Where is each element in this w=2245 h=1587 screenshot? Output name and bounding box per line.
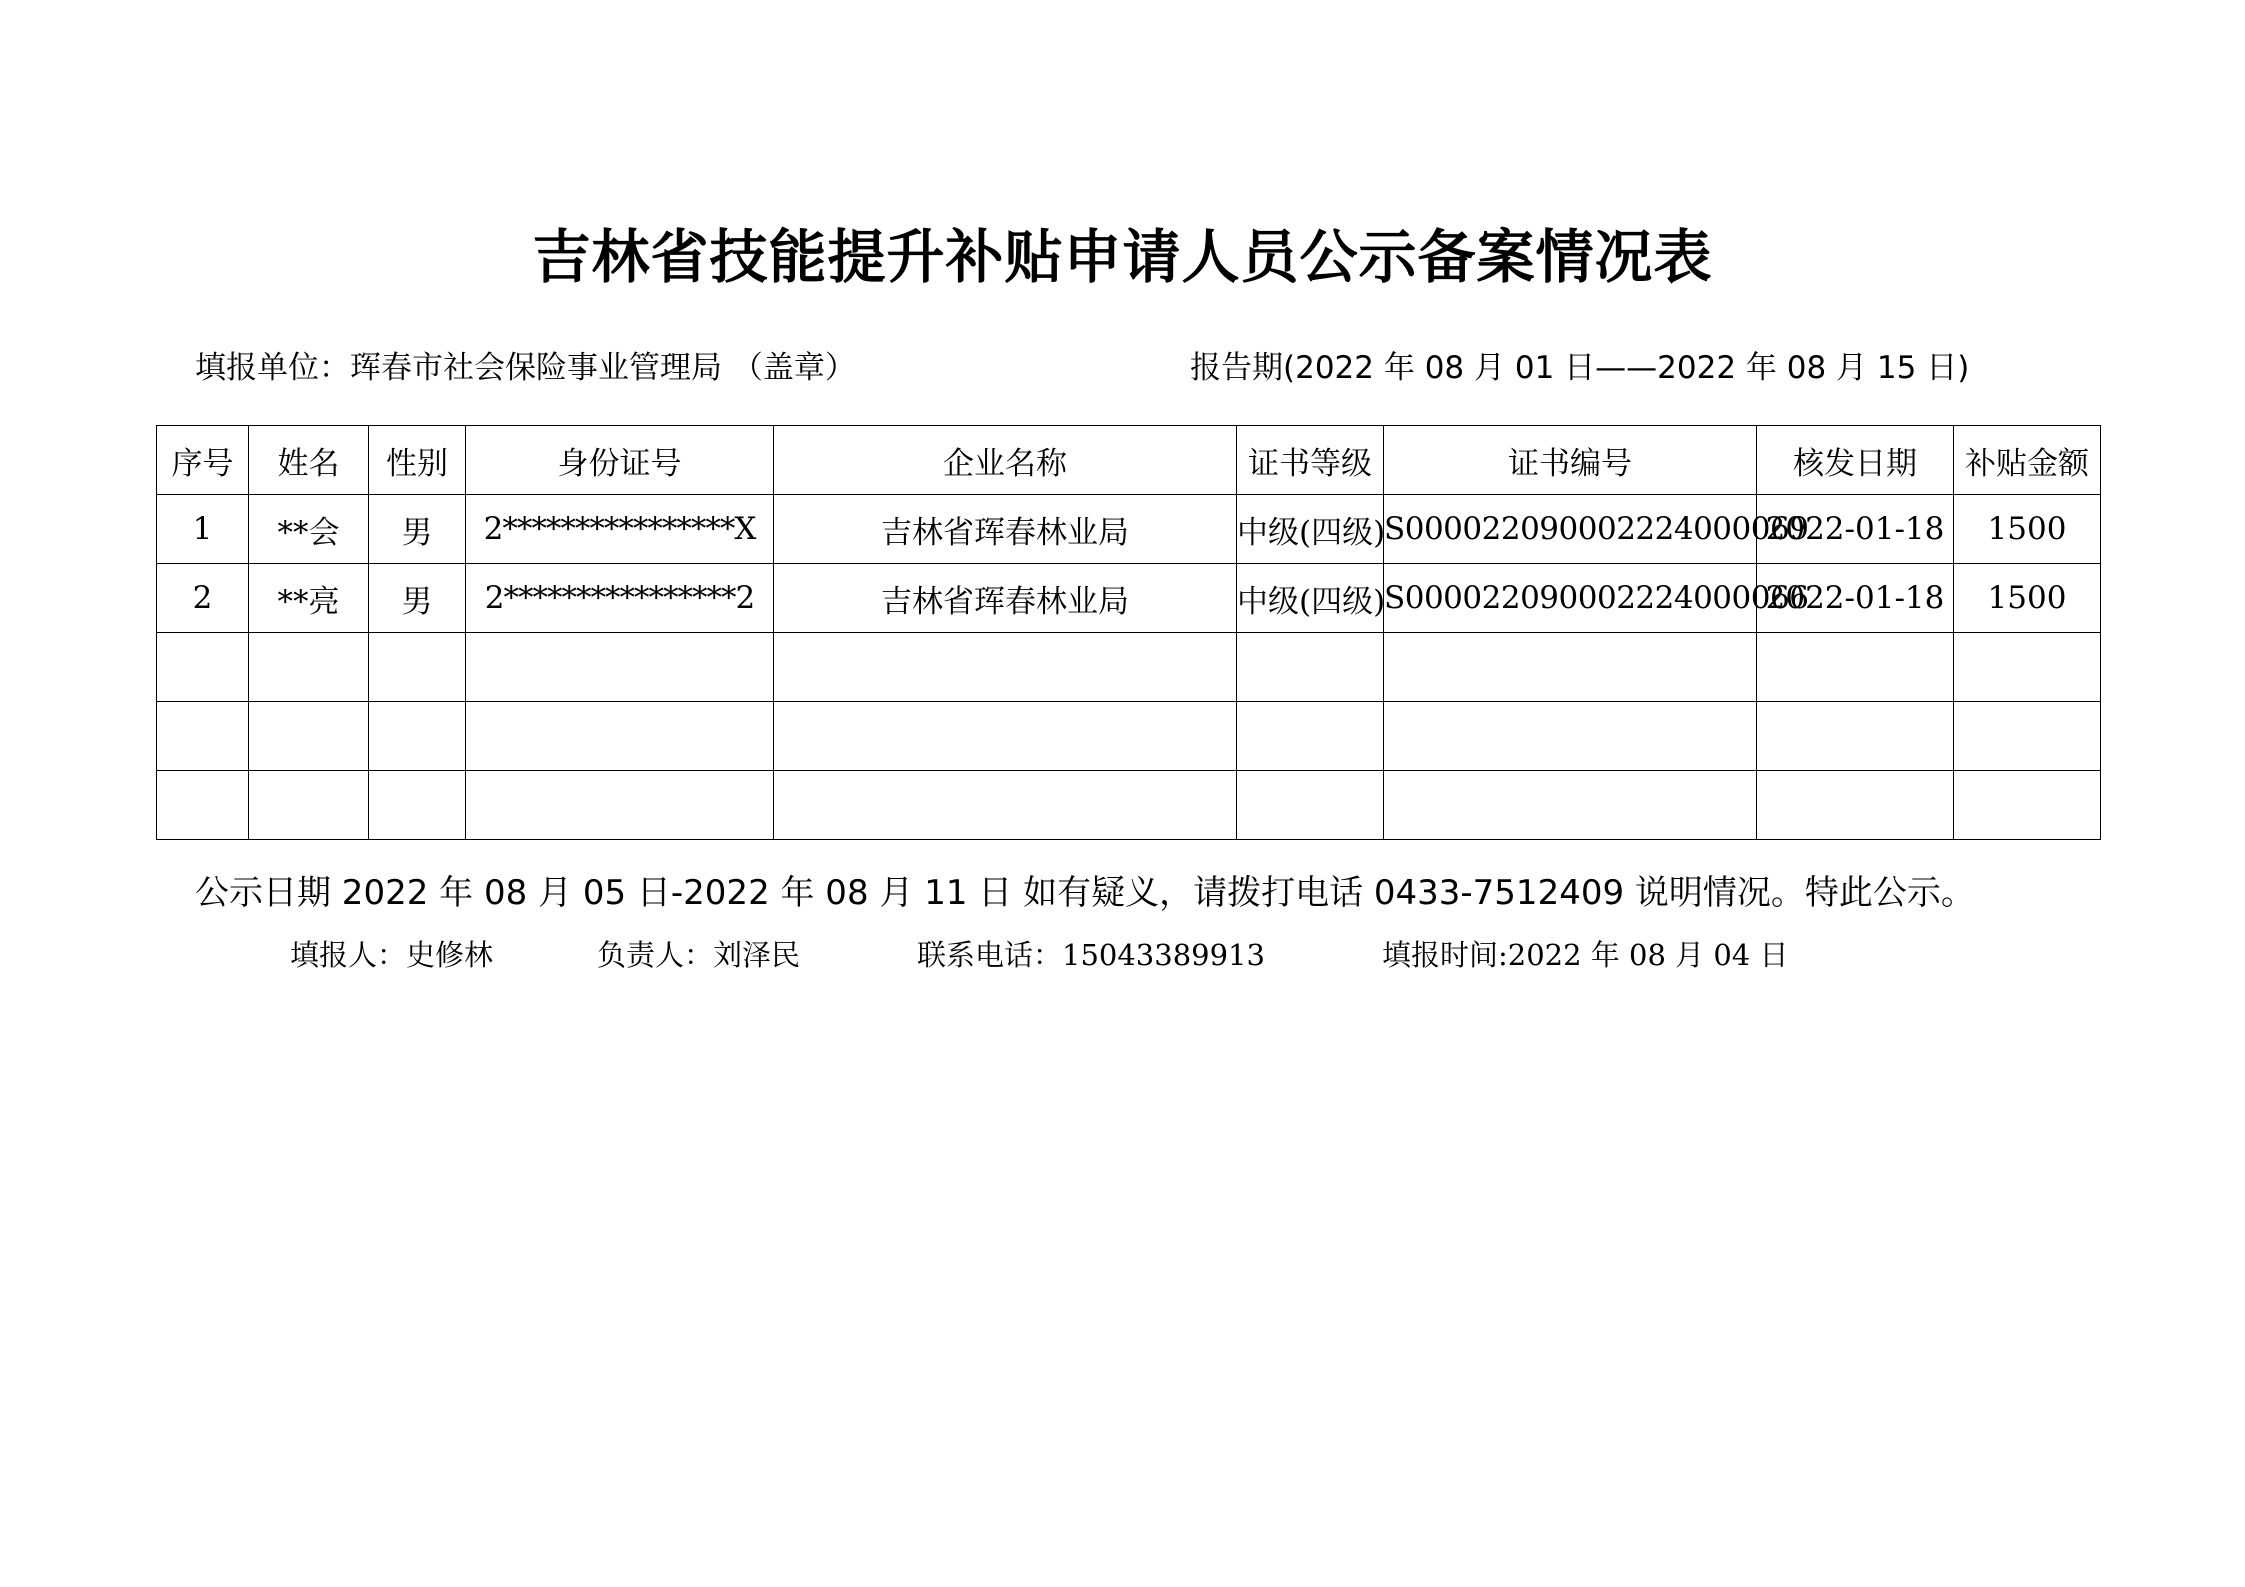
empty-cell: [369, 771, 466, 840]
cell-gender: 男: [369, 495, 466, 564]
empty-cell: [157, 702, 249, 771]
cell-cert: S000022090002224000066: [1384, 564, 1757, 633]
header-name: 姓名: [249, 426, 369, 495]
empty-cell: [249, 633, 369, 702]
header-id: 身份证号: [466, 426, 774, 495]
cell-date: 2022-01-18: [1757, 495, 1954, 564]
empty-cell: [1237, 702, 1384, 771]
fill-time: 填报时间:2022 年 08 月 04 日: [1382, 938, 1789, 972]
report-period: 报告期(2022 年 08 月 01 日——2022 年 08 月 15 日): [1190, 350, 1970, 386]
page-title: 吉林省技能提升补贴申请人员公示备案情况表: [532, 223, 1713, 291]
cell-company: 吉林省珲春林业局: [774, 495, 1237, 564]
empty-cell: [1954, 633, 2101, 702]
contact-phone: 联系电话：15043389913: [917, 938, 1265, 972]
empty-cell: [1954, 702, 2101, 771]
responsible-person: 负责人：刘泽民: [597, 938, 801, 972]
cell-cert: S000022090002224000069: [1384, 495, 1757, 564]
empty-cell: [774, 702, 1237, 771]
header-company: 企业名称: [774, 426, 1237, 495]
empty-cell: [1954, 771, 2101, 840]
reporting-unit: 填报单位：珲春市社会保险事业管理局 （盖章）: [195, 350, 856, 386]
empty-cell: [774, 771, 1237, 840]
empty-cell: [157, 771, 249, 840]
cell-level: 中级(四级): [1237, 495, 1384, 564]
cell-date: 2022-01-18: [1757, 564, 1954, 633]
empty-cell: [1757, 633, 1954, 702]
empty-cell: [1757, 771, 1954, 840]
empty-cell: [1757, 702, 1954, 771]
empty-cell: [157, 633, 249, 702]
applicant-table: [156, 425, 2101, 840]
empty-cell: [1237, 633, 1384, 702]
empty-cell: [466, 702, 774, 771]
cell-no: 1: [157, 495, 249, 564]
header-amount: 补贴金额: [1954, 426, 2101, 495]
cell-level: 中级(四级): [1237, 564, 1384, 633]
cell-gender: 男: [369, 564, 466, 633]
header-level: 证书等级: [1237, 426, 1384, 495]
empty-cell: [369, 702, 466, 771]
cell-company: 吉林省珲春林业局: [774, 564, 1237, 633]
empty-cell: [1384, 771, 1757, 840]
cell-amount: 1500: [1954, 495, 2101, 564]
empty-cell: [466, 633, 774, 702]
empty-cell: [1384, 633, 1757, 702]
empty-cell: [369, 633, 466, 702]
filler-name: 填报人：史修林: [290, 938, 494, 972]
empty-row: [157, 771, 2101, 840]
table-header-row: [157, 426, 2101, 495]
empty-cell: [249, 771, 369, 840]
cell-name: **亮: [249, 564, 369, 633]
empty-cell: [1384, 702, 1757, 771]
header-gender: 性别: [369, 426, 466, 495]
empty-row: [157, 702, 2101, 771]
table-row: [157, 564, 2101, 633]
cell-name: **会: [249, 495, 369, 564]
cell-amount: 1500: [1954, 564, 2101, 633]
publicity-notice: 公示日期 2022 年 08 月 05 日-2022 年 08 月 11 日 如有疑义，请拨打电话 0433-7512409 说明情况。特此公示。: [195, 873, 1975, 913]
cell-no: 2: [157, 564, 249, 633]
table-row: [157, 495, 2101, 564]
empty-cell: [1237, 771, 1384, 840]
cell-id: 2****************X: [466, 495, 774, 564]
empty-row: [157, 633, 2101, 702]
cell-id: 2****************2: [466, 564, 774, 633]
header-no: 序号: [157, 426, 249, 495]
empty-cell: [774, 633, 1237, 702]
header-cert: 证书编号: [1384, 426, 1757, 495]
empty-cell: [249, 702, 369, 771]
empty-cell: [466, 771, 774, 840]
header-date: 核发日期: [1757, 426, 1954, 495]
